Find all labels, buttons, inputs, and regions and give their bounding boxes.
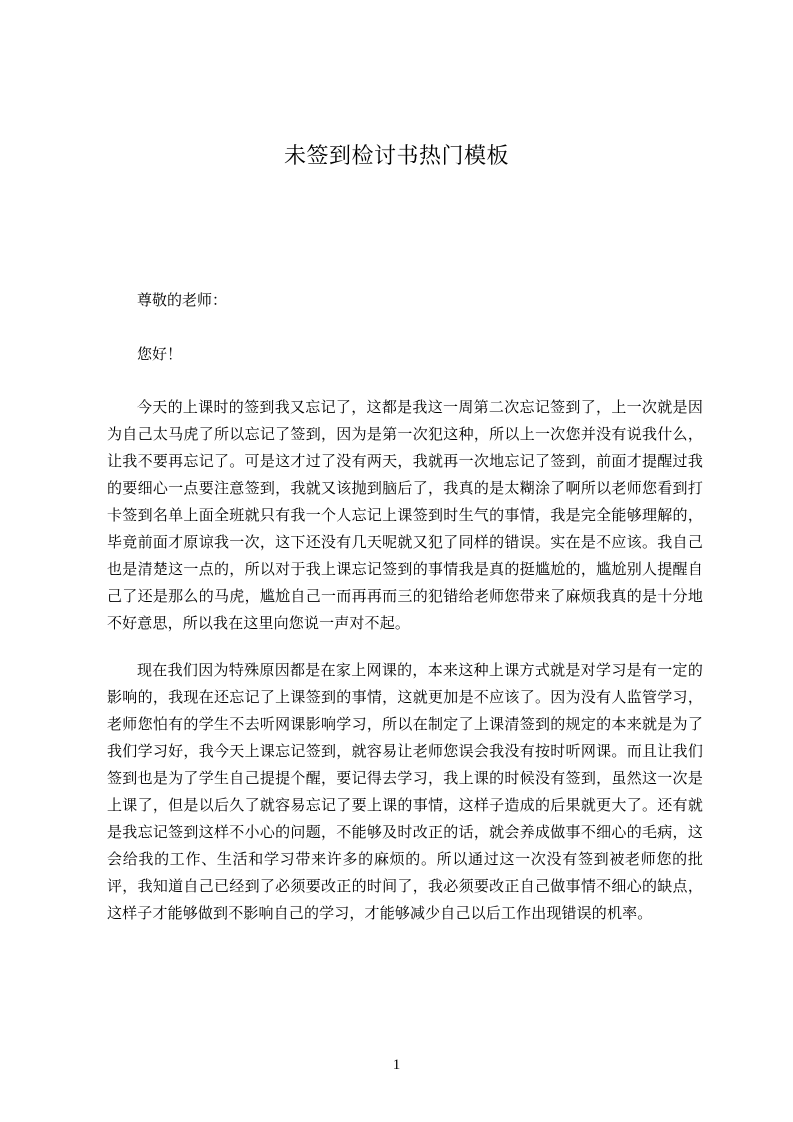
document-title: 未签到检讨书热门模板: [283, 144, 509, 169]
body-paragraph-2: 现在我们因为特殊原因都是在家上网课的，本来这种上课方式就是对学习是有一定的影响的，我现在还忘记了上课签到的事情，这就更加是不应该了。因为没有人监管学习，老师您怕有的学生不去听网课影响学习，所以在制定了上课清签到的规定的本来就是为了我们学习好，我今天上课忘记签到，就容易让老师您误会我没有按时听网课。而且让我们签到也是为了学生自己提提个醒，要记得去学习，我上课的时候没有签到，虽然这一次是上课了，但是以后久了就容易忘记了要上课的事情，这样子造成的后果就更大了。还有就是我忘记签到这样不小心的问题，不能够及时改正的话，就会养成做事不细心的毛病，这会给我的工作、生活和学习带来许多的麻烦的。所以通过这一次没有签到被老师您的批评，我知道自己已经到了必须要改正的时间了，我必须要改正自己做事情不细心的缺点，这样子才能够做到不影响自己的学习，才能够减少自己以后工作出现错误的机率。: [107, 661, 703, 922]
body-paragraph-1: 今天的上课时的签到我又忘记了，这都是我这一周第二次忘记签到了，上一次就是因为自己太马虎了所以忘记了签到，因为是第一次犯这种，所以上一次您并没有说我什么，让我不要再忘记了。可是这才过了没有两天，我就再一次地忘记了签到，前面才提醒过我的要细心一点要注意签到，我就又该抛到脑后了，我真的是太糊涂了啊所以老师您看到打卡签到名单上面全班就只有我一个人忘记上课签到时生气的事情，我是完全能够理解的，毕竟前面才原谅我一次，这下还没有几天呢就又犯了同样的错误。实在是不应该。我自己也是清楚这一点的，所以对于我上课忘记签到的事情我是真的挺尴尬的，尴尬别人提醒自己了还是那么的马虎，尴尬自己一而再再而三的犯错给老师您带来了麻烦我真的是十分地不好意思，所以我在这里向您说一声对不起。: [107, 398, 703, 632]
page-number: 1: [392, 1057, 401, 1073]
greeting: 您好！: [137, 345, 183, 363]
salutation: 尊敬的老师：: [137, 291, 228, 309]
